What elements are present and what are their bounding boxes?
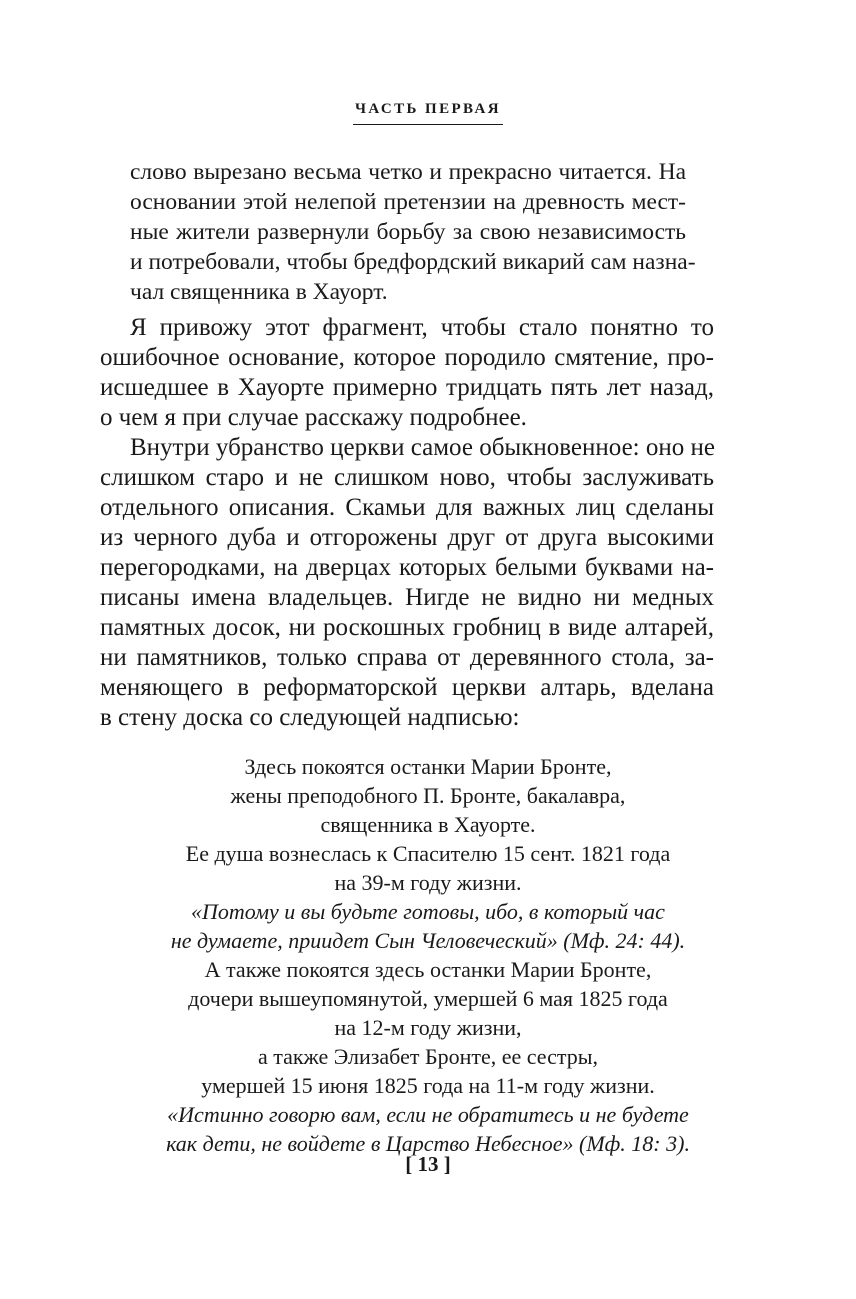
paragraph-2 xyxy=(100,433,714,733)
quote-line: и потребовали, чтобы бредфордский викарий сам назна- xyxy=(130,249,696,275)
inscription-line: Ее душа вознеслась к Спасителю 15 сент. 1821 года xyxy=(185,841,671,866)
paragraph-line: ни памятников, только справа от деревянного стола, за- xyxy=(100,644,714,671)
running-head xyxy=(0,100,856,125)
quote-line: слово вырезано весьма четко и прекрасно читается. На xyxy=(130,159,686,185)
page-number: [ 13 ] xyxy=(405,1152,451,1176)
inscription-line: а также Элизабет Бронте, ее сестры, xyxy=(257,1044,599,1069)
paragraph-line: слишком старо и не слишком ново, чтобы заслуживать xyxy=(100,464,714,491)
inscription-line: умершей 15 июня 1825 года на 11-м году жизни. xyxy=(201,1073,655,1098)
paragraph-line: ошибочное основание, которое породило смятение, про- xyxy=(100,344,714,371)
paragraph-line: перегородками, на дверцах которых белыми буквами на- xyxy=(100,554,714,581)
quote-line: основании этой нелепой претензии на древность мест- xyxy=(130,189,686,215)
inscription-scripture-line: «Истинно говорю вам, если не обратитесь и не будете xyxy=(167,1102,689,1127)
paragraph-1 xyxy=(100,313,714,433)
inscription-scripture-line: «Потому и вы будьте готовы, ибо, в который час xyxy=(191,899,665,924)
inscription-line: на 12-м году жизни, xyxy=(334,1015,522,1040)
memorial-inscription xyxy=(0,752,856,1158)
inscription-line: священника в Хауорте. xyxy=(320,812,536,837)
quote-line: ные жители развернули борьбу за свою независимость xyxy=(130,219,686,245)
inscription-scripture-line: не думаете, приидет Сын Человеческий» (Мф. 24: 44). xyxy=(170,928,686,953)
paragraph-line: памятных досок, ни роскошных гробниц в виде алтарей, xyxy=(100,614,714,641)
inscription-line: А также покоятся здесь останки Марии Бронте, xyxy=(204,957,652,982)
running-head-title: ЧАСТЬ ПЕРВАЯ xyxy=(353,101,503,125)
paragraph-line: в стену доска со следующей надписью: xyxy=(100,704,520,731)
paragraph-line: отдельного описания. Скамьи для важных лиц сделаны xyxy=(100,494,714,521)
inscription-line: дочери вышеупомянутой, умершей 6 мая 1825 года xyxy=(188,986,668,1011)
paragraph-line: Я привожу этот фрагмент, чтобы стало понятно то xyxy=(130,314,714,341)
quoted-passage xyxy=(130,157,696,307)
inscription-scripture-line: как дети, не войдете в Царство Небесное» (Мф. 18: 3). xyxy=(166,1131,690,1156)
paragraph-line: меняющего в реформаторской церкви алтарь, вделана xyxy=(100,674,714,701)
quote-line: чал священника в Хауорт. xyxy=(130,279,388,305)
paragraph-line: исшедшее в Хауорте примерно тридцать пять лет назад, xyxy=(100,374,714,401)
inscription-line: Здесь покоятся останки Марии Бронте, xyxy=(244,754,612,779)
inscription-line: жены преподобного П. Бронте, бакалавра, xyxy=(230,783,626,808)
body-text xyxy=(100,313,714,733)
paragraph-line: из черного дуба и отгорожены друг от друга высокими xyxy=(100,524,714,551)
paragraph-line: о чем я при случае расскажу подробнее. xyxy=(100,404,527,431)
paragraph-line: писаны имена владельцев. Нигде не видно ни медных xyxy=(100,584,714,611)
paragraph-line: Внутри убранство церкви самое обыкновенное: оно не xyxy=(130,434,715,461)
inscription-line: на 39-м году жизни. xyxy=(334,870,522,895)
